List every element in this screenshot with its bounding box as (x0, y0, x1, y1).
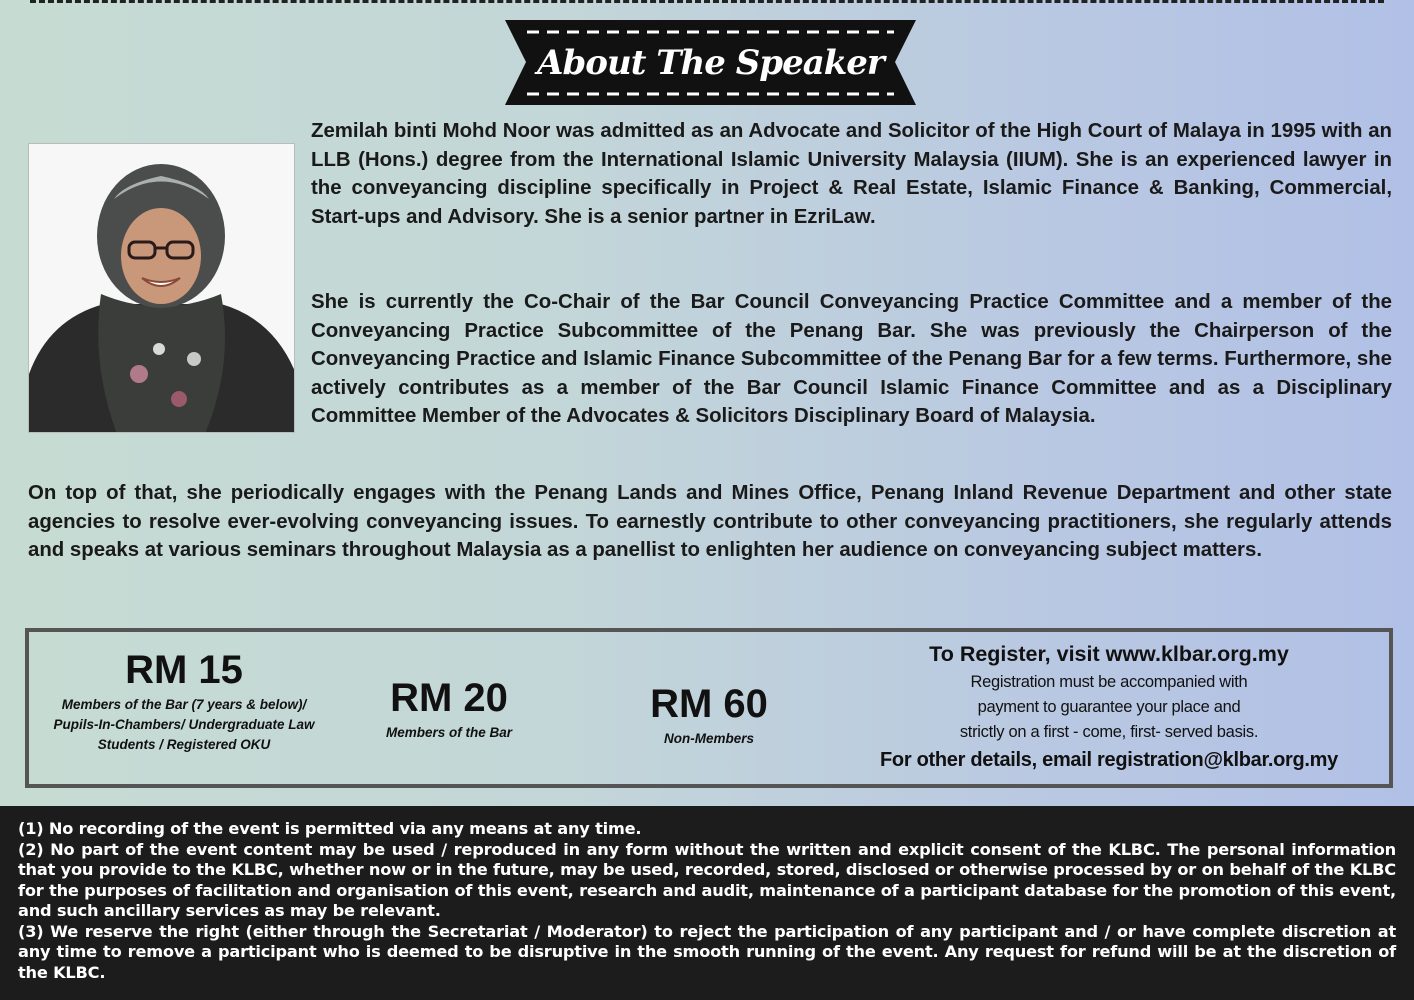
pricing-box (25, 628, 1393, 788)
price-description: Members of the Bar (7 years & below)/ Pupils-In-Chambers/ Undergraduate Law Students / Registered OKU (53, 697, 315, 752)
price-amount: RM 60 (650, 682, 768, 726)
terms-item-1: (1) No recording of the event is permitted via any means at any time. (18, 819, 642, 838)
price-tier-non-members (609, 682, 809, 749)
registration-info (829, 638, 1389, 775)
section-heading-ribbon (505, 20, 916, 105)
registration-title: To Register, visit www.klbar.org.my (929, 642, 1289, 666)
registration-line-2: payment to guarantee your place and (977, 698, 1241, 716)
terms-item-3: (3) We reserve the right (either through the Secretariat / Moderator) to reject the participation of any participant and / or have complete discretion at any time to remove a participant who is deemed to be disruptive in the smooth running of the event. Any request for refund will be at the discretion of the KLBC. (18, 921, 1396, 982)
speaker-bio-paragraph-3: On top of that, she periodically engages with the Penang Lands and Mines Office, Penang Inland Revenue Department and other state agencies to resolve ever-evolving conveyancing issues. To earnestly contribute to other conveyancing practitioners, she regularly attends and speaks at various seminars throughout Malaysia as a panellist to enlighten her audience on conveyancing subject matters. (28, 482, 1392, 562)
price-tier-members-junior (39, 648, 329, 755)
price-description: Members of the Bar (385, 725, 513, 740)
price-description: Non-Members (663, 731, 754, 746)
speaker-portrait (29, 144, 295, 433)
section-title: About The Speaker (537, 42, 884, 83)
terms-footer (0, 806, 1414, 1000)
price-amount: RM 20 (390, 676, 508, 720)
top-dashed-divider (30, 0, 1384, 3)
registration-contact: For other details, email registration@klbar.org.my (880, 749, 1338, 771)
speaker-bio-paragraph-1: Zemilah binti Mohd Noor was admitted as an Advocate and Solicitor of the High Court of Malaya in 1995 with an LLB (Hons.) degree from the International Islamic University Malaysia (IIUM). She is an experienced lawyer in the conveyancing discipline specifically in Project & Real Estate, Islamic Finance & Banking, Commercial, Start-ups and Advisory. She is a senior partner in EzriLaw. (311, 120, 1392, 228)
speaker-photo (28, 143, 295, 433)
price-tier-members (349, 676, 549, 743)
terms-item-2: (2) No part of the event content may be used / reproduced in any form without the written and explicit consent of the KLBC. The personal information that you provide to the KLBC, whether now or in the future, may be used, recorded, stored, disclosed or otherwise processed by or on behalf of the KLBC for the purposes of facilitation and organisation of this event, research and audit, maintenance of a participant database for the promotion of this event, and such ancillary services as may be relevant. (18, 839, 1396, 920)
registration-line-3: strictly on a first - come, first- served basis. (959, 723, 1259, 741)
price-amount: RM 15 (125, 648, 243, 692)
registration-line-1: Registration must be accompanied with (970, 673, 1248, 691)
speaker-bio-paragraph-2: She is currently the Co-Chair of the Bar Council Conveyancing Practice Committee and a member of the Conveyancing Practice Subcommittee of the Penang Bar. She was previously the Chairperson of the Conveyancing Practice and Islamic Finance Subcommittee of the Penang Bar for a few terms. Furthermore, she actively contributes as a member of the Bar Council Islamic Finance Committee and as a Disciplinary Committee Member of the Advocates & Solicitors Disciplinary Board of Malaysia. (311, 291, 1392, 428)
